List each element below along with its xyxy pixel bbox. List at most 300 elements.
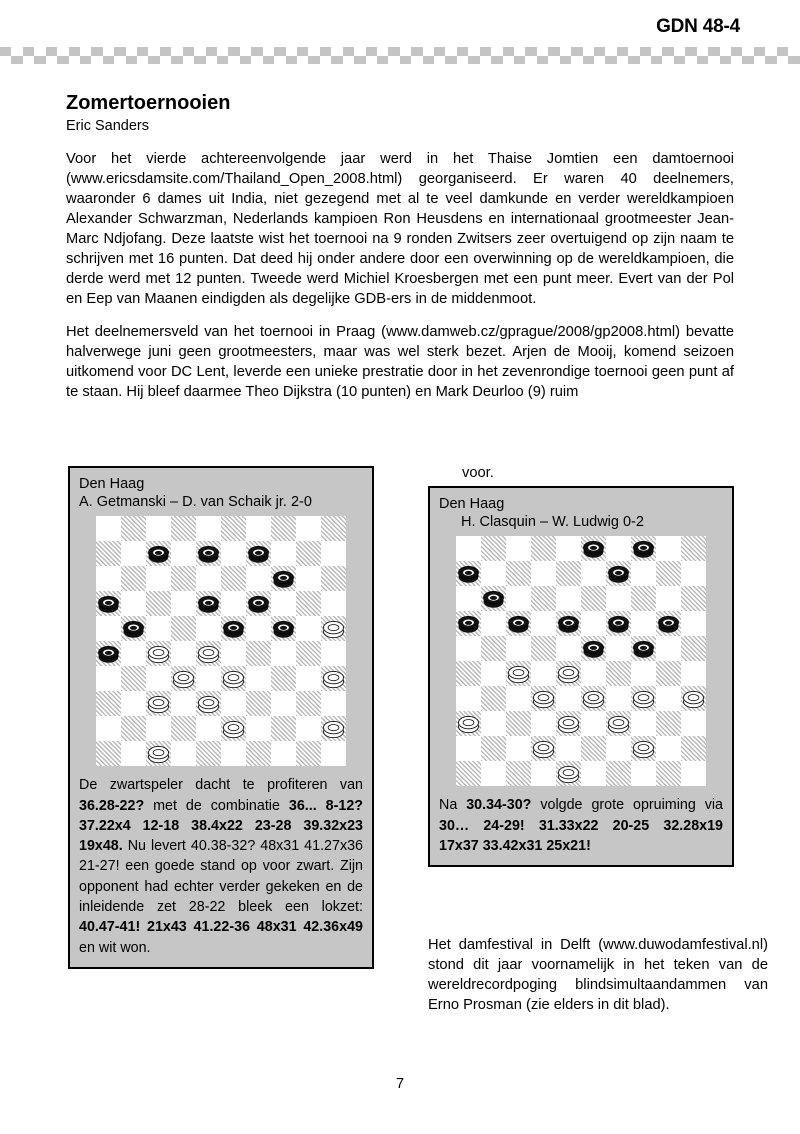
board-square	[171, 691, 196, 716]
board-square	[171, 541, 196, 566]
checker-cell	[354, 47, 365, 56]
black-piece-icon	[583, 639, 604, 658]
board-square	[246, 541, 271, 566]
checker-cell	[788, 56, 799, 65]
board-square	[96, 716, 121, 741]
board-square	[146, 666, 171, 691]
black-piece-icon	[148, 544, 169, 563]
checker-cell	[731, 56, 742, 65]
board-square	[606, 736, 631, 761]
board-square	[456, 561, 481, 586]
checker-cell	[765, 56, 776, 65]
black-piece-icon	[98, 644, 119, 663]
board-square	[606, 636, 631, 661]
checker-cell	[69, 47, 80, 56]
checker-cell	[343, 56, 354, 65]
checker-cell	[777, 56, 788, 65]
checker-cell	[148, 56, 159, 65]
board-square	[246, 741, 271, 766]
checker-cell	[137, 56, 148, 65]
checker-cell	[331, 56, 342, 65]
checker-cell	[697, 56, 708, 65]
board-square	[321, 691, 346, 716]
checker-cell	[103, 56, 114, 65]
checker-cell	[742, 56, 753, 65]
board-square	[531, 711, 556, 736]
board-square	[296, 666, 321, 691]
board-square	[531, 761, 556, 786]
checker-cell	[228, 56, 239, 65]
diagram-right-city: Den Haag	[439, 496, 505, 512]
board-square	[481, 611, 506, 636]
board-square	[121, 616, 146, 641]
checker-cell	[194, 47, 205, 56]
board-square	[121, 741, 146, 766]
board-square	[196, 566, 221, 591]
black-piece-icon	[248, 594, 269, 613]
white-piece-icon	[583, 689, 604, 708]
white-piece-icon	[148, 744, 169, 763]
checker-cell	[80, 47, 91, 56]
checker-cell	[560, 56, 571, 65]
diagram-right	[428, 486, 734, 867]
board-square	[606, 686, 631, 711]
checker-cell	[788, 47, 799, 56]
checker-cell	[662, 56, 673, 65]
board-square	[296, 566, 321, 591]
checker-cell	[251, 56, 262, 65]
black-piece-icon	[633, 639, 654, 658]
black-piece-icon	[608, 564, 629, 583]
white-piece-icon	[533, 689, 554, 708]
board-square	[481, 661, 506, 686]
black-piece-icon	[508, 614, 529, 633]
board-square	[296, 541, 321, 566]
board-square	[456, 711, 481, 736]
board-square	[631, 561, 656, 586]
board-square	[506, 761, 531, 786]
checker-cell	[286, 56, 297, 65]
board-square	[146, 591, 171, 616]
board-square	[506, 636, 531, 661]
checker-cell	[628, 56, 639, 65]
caption-text: Nu levert 40.38-32? 48x31 41.27x36 21-27! een goede stand op voor zwart. Zijn opponent had echter verder gekeken en de inleidende zet 28-22 bleek een lokzet:	[79, 838, 363, 916]
board-square	[271, 666, 296, 691]
checker-cell	[560, 47, 571, 56]
board-square	[581, 711, 606, 736]
checker-cell	[765, 47, 776, 56]
checker-cell	[160, 56, 171, 65]
board-square	[606, 761, 631, 786]
checker-cell	[34, 47, 45, 56]
board-square	[531, 736, 556, 761]
white-piece-icon	[683, 689, 704, 708]
board-square	[271, 591, 296, 616]
board-square	[656, 736, 681, 761]
checker-cell	[445, 56, 456, 65]
board-square	[221, 641, 246, 666]
board-square	[656, 561, 681, 586]
caption-text: Na	[439, 797, 467, 814]
board-square	[221, 516, 246, 541]
diagram-left-caption	[79, 775, 363, 958]
board-square	[481, 636, 506, 661]
board-square	[581, 736, 606, 761]
board-square	[581, 561, 606, 586]
board-square	[321, 641, 346, 666]
checker-cell	[69, 56, 80, 65]
board-square	[606, 711, 631, 736]
board-square	[196, 616, 221, 641]
board-square	[581, 586, 606, 611]
header-title: GDN 48-4	[656, 16, 740, 37]
black-piece-icon	[483, 589, 504, 608]
board-square	[196, 516, 221, 541]
board-square	[681, 636, 706, 661]
board-square	[556, 636, 581, 661]
white-piece-icon	[633, 739, 654, 758]
board-square	[506, 536, 531, 561]
checker-cell	[708, 56, 719, 65]
checker-cell	[0, 56, 11, 65]
checker-cell	[240, 47, 251, 56]
checker-cell	[274, 56, 285, 65]
board-square	[171, 666, 196, 691]
checker-cell	[183, 56, 194, 65]
white-piece-icon	[148, 694, 169, 713]
article-body	[66, 92, 734, 416]
board-square	[271, 616, 296, 641]
board-square	[96, 691, 121, 716]
board-square	[581, 686, 606, 711]
board-square	[196, 691, 221, 716]
checker-cell	[457, 47, 468, 56]
checker-cell	[583, 47, 594, 56]
checker-cell	[366, 47, 377, 56]
board-square	[631, 636, 656, 661]
paragraph-2: Het deelnemersveld van het toernooi in Praag (www.damweb.cz/gprague/2008/gp2008.html) bevatte halverwege juni geen grootmeesters, maar was wel sterk bezet. Arjen de Mooij, komend seizoen uitkomend voor DC Lent, leverde een unieke prestratie door in het zevenrondige toernooi geen punt af te staan. Hij bleef daarmee Theo Dijkstra (10 punten) en Mark Deurloo (9) ruim	[66, 323, 734, 400]
board-square	[656, 611, 681, 636]
board-square	[606, 536, 631, 561]
checker-cell	[491, 56, 502, 65]
black-piece-icon	[198, 544, 219, 563]
board-square	[146, 616, 171, 641]
black-piece-icon	[458, 564, 479, 583]
board-square	[631, 686, 656, 711]
caption-move-notation: 30.34-30?	[466, 797, 532, 814]
board-square	[531, 686, 556, 711]
checker-cell	[754, 56, 765, 65]
board-square	[456, 686, 481, 711]
checker-cell	[194, 56, 205, 65]
page-header	[0, 0, 800, 64]
board-square	[631, 736, 656, 761]
board-square	[581, 661, 606, 686]
paragraph-3: Het damfestival in Delft (www.duwodamfestival.nl) stond dit jaar voornamelijk in het teken van de wereldrecordpoging blindsimultaandammen van Erno Prosman (zie elders in dit blad).	[428, 936, 768, 1013]
board-square	[481, 586, 506, 611]
board-square	[321, 541, 346, 566]
board-square	[581, 636, 606, 661]
white-piece-icon	[323, 619, 344, 638]
checker-cell	[468, 56, 479, 65]
checker-cell	[423, 56, 434, 65]
board-square	[531, 611, 556, 636]
board-square	[531, 661, 556, 686]
board-square	[681, 561, 706, 586]
checker-cell	[206, 56, 217, 65]
draughts-board-right	[456, 536, 706, 786]
checker-cell	[240, 56, 251, 65]
board-square	[631, 761, 656, 786]
board-square	[656, 686, 681, 711]
checker-cell	[697, 47, 708, 56]
board-square	[321, 516, 346, 541]
checker-cell	[297, 56, 308, 65]
board-square	[606, 611, 631, 636]
board-square	[481, 536, 506, 561]
checker-cell	[388, 56, 399, 65]
board-square	[146, 741, 171, 766]
board-square	[656, 661, 681, 686]
board-square	[121, 666, 146, 691]
checker-cell	[297, 47, 308, 56]
checker-cell	[651, 56, 662, 65]
checker-cell	[23, 56, 34, 65]
checker-cell	[354, 56, 365, 65]
checker-cell	[617, 56, 628, 65]
checker-cell	[274, 47, 285, 56]
checker-cell	[308, 47, 319, 56]
caption-move-notation: 36... 8-12? 37.22x4 12-18 38.4x22 23-28 39.32x23 19x48.	[79, 797, 364, 855]
board-square	[146, 516, 171, 541]
board-square	[506, 661, 531, 686]
diagram-right-caption	[439, 795, 723, 856]
white-piece-icon	[198, 694, 219, 713]
checker-cell	[171, 47, 182, 56]
board-square	[456, 636, 481, 661]
checker-cell	[514, 56, 525, 65]
black-piece-icon	[273, 569, 294, 588]
checker-cell	[171, 56, 182, 65]
board-square	[296, 691, 321, 716]
board-square	[481, 736, 506, 761]
checker-cell	[366, 56, 377, 65]
checker-cell	[571, 56, 582, 65]
checker-cell	[46, 47, 57, 56]
board-square	[171, 616, 196, 641]
board-square	[96, 741, 121, 766]
board-square	[481, 761, 506, 786]
board-square	[246, 691, 271, 716]
white-piece-icon	[508, 664, 529, 683]
black-piece-icon	[123, 619, 144, 638]
board-square	[296, 716, 321, 741]
board-square	[606, 661, 631, 686]
board-square	[96, 666, 121, 691]
board-square	[681, 611, 706, 636]
diagram-left	[68, 466, 374, 969]
checker-cell	[594, 47, 605, 56]
checker-cell	[91, 47, 102, 56]
board-square	[321, 741, 346, 766]
checker-cell	[777, 47, 788, 56]
white-piece-icon	[223, 669, 244, 688]
board-square	[681, 661, 706, 686]
board-square	[196, 666, 221, 691]
board-square	[321, 716, 346, 741]
checker-cell	[514, 47, 525, 56]
black-piece-icon	[248, 544, 269, 563]
checker-cell	[148, 47, 159, 56]
checker-cell	[263, 47, 274, 56]
board-square	[221, 591, 246, 616]
board-square	[656, 586, 681, 611]
board-square	[96, 566, 121, 591]
checker-cell	[114, 47, 125, 56]
board-square	[581, 761, 606, 786]
board-square	[506, 736, 531, 761]
checker-cell	[571, 47, 582, 56]
checker-cell	[480, 56, 491, 65]
board-square	[556, 761, 581, 786]
checker-cell	[206, 47, 217, 56]
board-square	[271, 716, 296, 741]
checker-cell	[651, 47, 662, 56]
board-square	[121, 641, 146, 666]
board-square	[631, 711, 656, 736]
diagram-right-game: H. Clasquin – W. Ludwig 0-2	[461, 514, 644, 531]
checker-cell	[217, 56, 228, 65]
board-square	[271, 691, 296, 716]
article-author: Eric Sanders	[66, 118, 150, 134]
checker-cell	[126, 56, 137, 65]
diagram-left-game: A. Getmanski – D. van Schaik jr. 2-0	[79, 494, 312, 511]
board-square	[121, 516, 146, 541]
board-square	[681, 711, 706, 736]
board-square	[531, 561, 556, 586]
black-piece-icon	[273, 619, 294, 638]
board-square	[221, 541, 246, 566]
white-piece-icon	[223, 719, 244, 738]
checker-cell	[480, 47, 491, 56]
checker-cell	[91, 56, 102, 65]
checker-cell	[114, 56, 125, 65]
checker-cell	[674, 56, 685, 65]
checker-cell	[80, 56, 91, 65]
board-square	[321, 591, 346, 616]
checker-cell	[11, 56, 22, 65]
board-square	[506, 611, 531, 636]
board-square	[246, 666, 271, 691]
checker-cell	[491, 47, 502, 56]
checker-cell	[731, 47, 742, 56]
board-square	[631, 586, 656, 611]
board-square	[146, 691, 171, 716]
board-square	[656, 711, 681, 736]
checker-cell	[434, 47, 445, 56]
checker-cell	[628, 47, 639, 56]
board-square	[196, 541, 221, 566]
checker-cell	[685, 56, 696, 65]
board-square	[656, 536, 681, 561]
board-square	[631, 536, 656, 561]
white-piece-icon	[533, 739, 554, 758]
checker-cell	[228, 47, 239, 56]
board-square	[456, 536, 481, 561]
checker-cell	[742, 47, 753, 56]
caption-move-notation: 30… 24-29! 31.33x22 20-25 32.28x19 17x37 33.42x31 25x21!	[439, 817, 723, 854]
board-square	[681, 736, 706, 761]
diagram-left-city: Den Haag	[79, 476, 145, 492]
checker-cell	[343, 47, 354, 56]
board-square	[221, 741, 246, 766]
board-square	[296, 641, 321, 666]
board-square	[96, 616, 121, 641]
caption-text: De zwartspeler dacht te profiteren van	[79, 777, 363, 794]
board-square	[96, 591, 121, 616]
checker-cell	[411, 56, 422, 65]
board-square	[556, 661, 581, 686]
board-square	[296, 741, 321, 766]
checker-cell	[525, 56, 536, 65]
board-square	[681, 761, 706, 786]
caption-move-notation: 40.47-41! 21x43 41.22-36 48x31 42.36x49	[79, 919, 363, 936]
checker-cell	[617, 47, 628, 56]
board-square	[171, 516, 196, 541]
checker-cell	[640, 47, 651, 56]
board-square	[221, 691, 246, 716]
board-square	[196, 741, 221, 766]
checker-cell	[674, 47, 685, 56]
board-square	[681, 686, 706, 711]
board-square	[656, 636, 681, 661]
board-square	[246, 716, 271, 741]
checker-cell	[411, 47, 422, 56]
checker-cell	[548, 56, 559, 65]
board-square	[681, 536, 706, 561]
checker-cell	[754, 47, 765, 56]
board-square	[246, 591, 271, 616]
checker-cell	[388, 47, 399, 56]
checker-cell	[57, 47, 68, 56]
board-square	[146, 541, 171, 566]
board-square	[121, 541, 146, 566]
checker-cell	[263, 56, 274, 65]
white-piece-icon	[608, 714, 629, 733]
checker-cell	[11, 47, 22, 56]
board-square	[246, 641, 271, 666]
checker-cell	[0, 47, 11, 56]
checker-cell	[503, 47, 514, 56]
board-square	[481, 686, 506, 711]
board-square	[321, 566, 346, 591]
board-square	[171, 741, 196, 766]
board-square	[556, 561, 581, 586]
board-square	[96, 541, 121, 566]
black-piece-icon	[633, 539, 654, 558]
board-square	[171, 716, 196, 741]
black-piece-icon	[558, 614, 579, 633]
board-square	[631, 661, 656, 686]
white-piece-icon	[173, 669, 194, 688]
board-square	[146, 566, 171, 591]
board-square	[96, 516, 121, 541]
board-square	[656, 761, 681, 786]
checker-cell	[537, 47, 548, 56]
checker-cell	[377, 47, 388, 56]
board-square	[531, 536, 556, 561]
board-square	[221, 666, 246, 691]
